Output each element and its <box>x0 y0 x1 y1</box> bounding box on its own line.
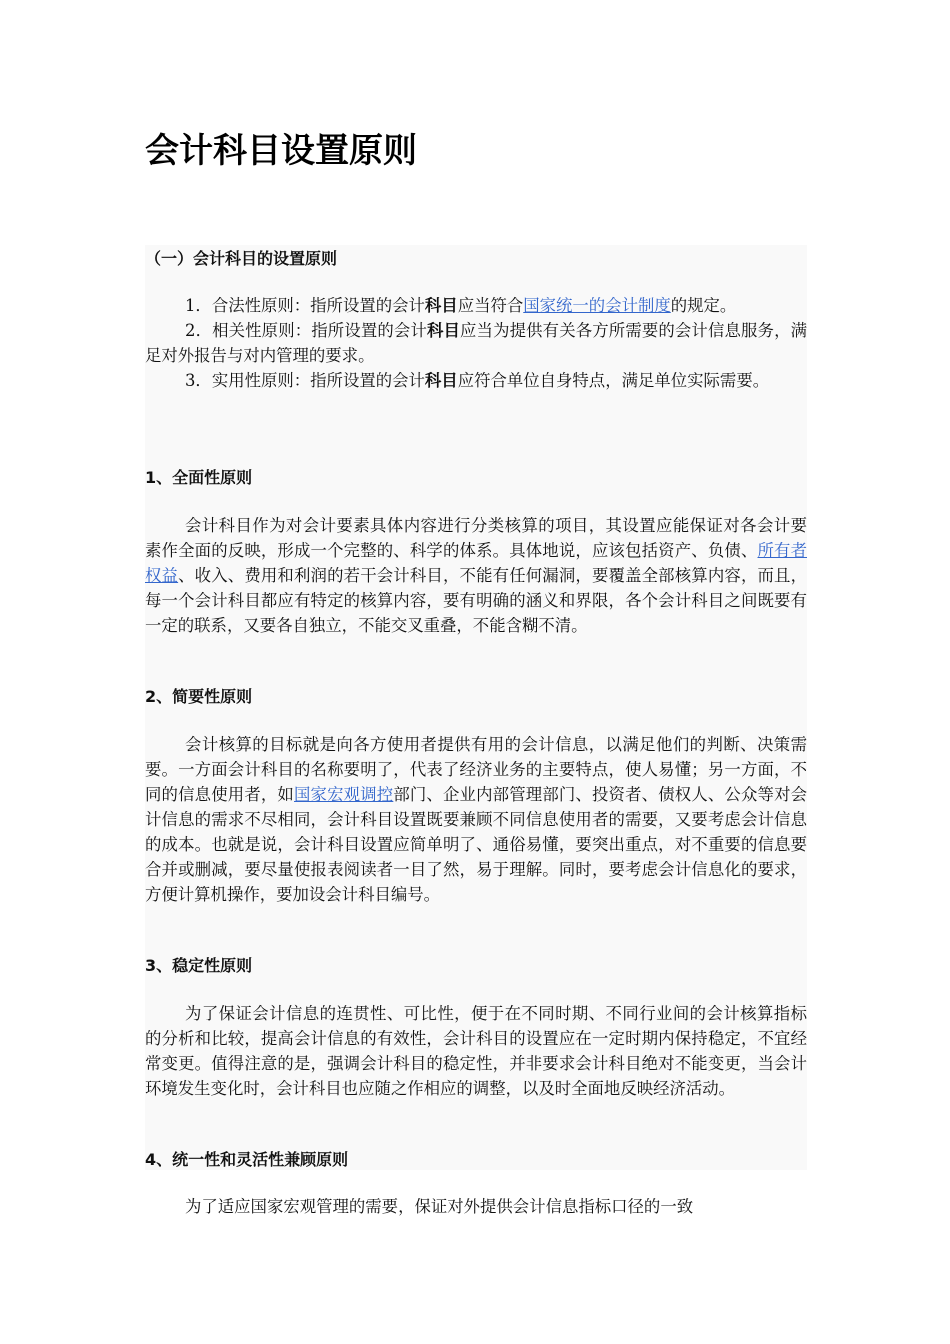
section-2-paragraph: 会计核算的目标就是向各方使用者提供有用的会计信息，以满足他们的判断、决策需要。一方面会计科目的名称要明了，代表了经济业务的主要特点，使人易懂；另一方面，不同的信息使用者，如国家宏观调控部门、企业内部管理部门、投资者、债权人、公众等对会计信息的需求不尽相同，会计科目设置既要兼顾不同信息使用者的需要，又要考虑会计信息的成本。也就是说，会计科目设置应简单明了、通俗易懂，要突出重点，对不重要的信息要合并或删减，要尽量使报表阅读者一目了然，易于理解。同时，要考虑会计信息化的要求，方便计算机操作，要加设会计科目编号。 <box>145 735 808 904</box>
content-block <box>145 245 807 1170</box>
section-heading-main: （一）会计科目的设置原则 <box>145 249 338 268</box>
link-owners-equity[interactable]: 所有者权益 <box>145 541 807 585</box>
section-1-paragraph: 会计科目作为对会计要素具体内容进行分类核算的项目，其设置应能保证对各会计要素作全面的反映，形成一个完整的、科学的体系。具体地说，应该包括资产、负债、所有者权益、收入、费用和利润的若干会计科目，不能有任何漏洞，要覆盖全部核算内容，而且，每一个会计科目都应有特定的核算内容，要有明确的涵义和界限，各个会计科目之间既要有一定的联系，又要各自独立，不能交叉重叠，不能含糊不清。 <box>145 516 807 635</box>
section-heading-1: 1、全面性原则 <box>145 468 253 487</box>
rule-paragraph: 3．实用性原则：指所设置的会计科目应符合单位自身特点，满足单位实际需要。 <box>185 371 770 390</box>
section-heading-3: 3、稳定性原则 <box>145 956 253 975</box>
page-title: 会计科目设置原则 <box>145 131 417 171</box>
section-heading-4: 4、统一性和灵活性兼顾原则 <box>145 1150 349 1169</box>
section-3-paragraph: 为了保证会计信息的连贯性、可比性，便于在不同时期、不同行业间的会计核算指标的分析和比较，提高会计信息的有效性，会计科目的设置应在一定时期内保持稳定，不宜经常变更。值得注意的是，强调会计科目的稳定性，并非要求会计科目绝对不能变更，当会计环境发生变化时，会计科目也应随之作相应的调整，以及时全面地反映经济活动。 <box>145 1004 807 1098</box>
rule-paragraph: 2．相关性原则：指所设置的会计科目应当为提供有关各方所需要的会计信息服务，满足对外报告与对内管理的要求。 <box>145 321 807 365</box>
rule-paragraph: 1．合法性原则：指所设置的会计科目应当符合国家统一的会计制度的规定。 <box>185 296 737 315</box>
link-national-accounting-system[interactable]: 国家统一的会计制度 <box>523 296 671 315</box>
link-macro-regulation[interactable]: 国家宏观调控 <box>294 785 394 804</box>
section-4-paragraph: 为了适应国家宏观管理的需要，保证对外提供会计信息指标口径的一致 <box>185 1197 694 1216</box>
section-heading-2: 2、简要性原则 <box>145 687 253 706</box>
rules-list <box>145 293 807 393</box>
